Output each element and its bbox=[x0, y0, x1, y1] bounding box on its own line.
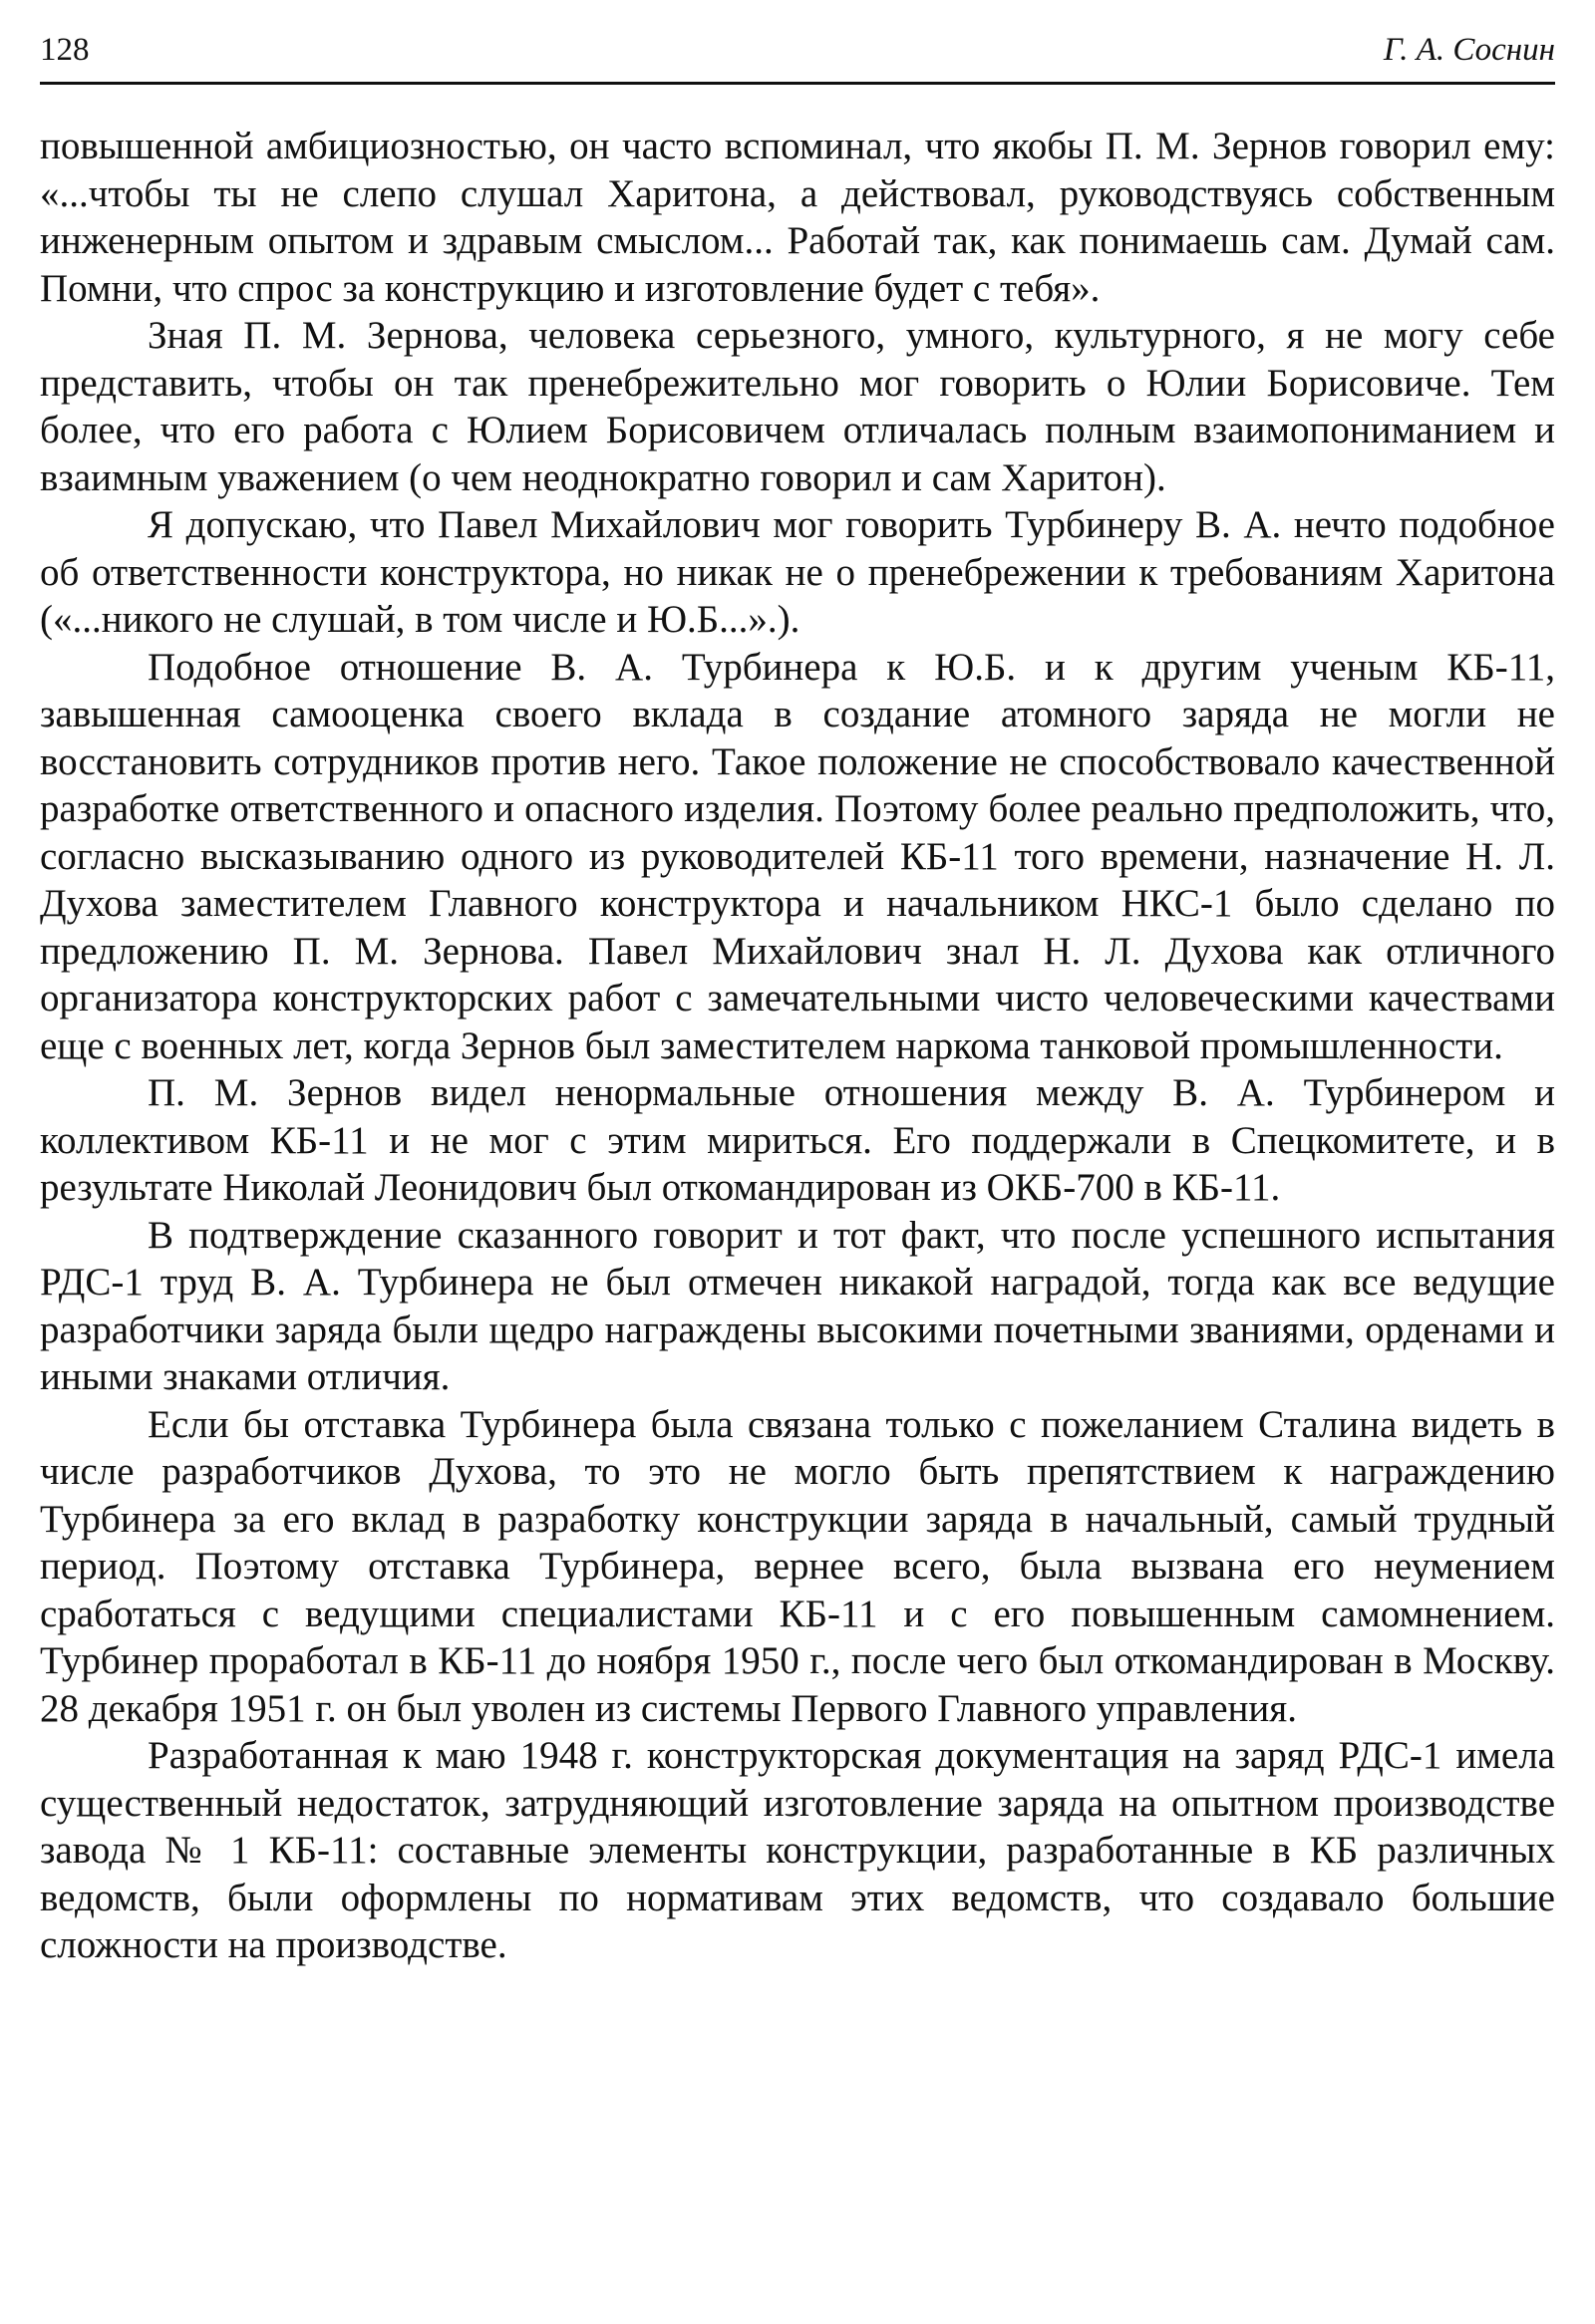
paragraph: Подобное отношение В. А. Турбинера к Ю.Б. и к другим ученым КБ-11, завышенная самооценка своего вклада в создание атомного заряда не могли не восстановить сотрудников против него. Такое положение не способствовало качественной разработке ответственного и опасного изделия. Поэтому более реально предположить, что, согласно высказыванию одного из руководителей КБ-11 того времени, назначение Н. Л. Духова заместителем Главного конструктора и начальником НКС-1 было сделано по предложению П. М. Зернова. Павел Михайлович знал Н. Л. Духова как отличного организатора конструкторских работ с замечательными чисто человеческими качествами еще с военных лет, когда Зернов был заместителем наркома танковой промышленности. bbox=[40, 645, 1555, 1067]
header-rule bbox=[40, 82, 1555, 85]
body-text bbox=[40, 123, 1555, 1969]
paragraph: Разработанная к маю 1948 г. конструкторская документация на заряд РДС-1 имела существенный недостаток, затрудняющий изготовление заряда на опытном производстве завода № 1 КБ-11: составные элементы конструкции, разработанные в КБ различных ведомств, были оформлены по нормативам этих ведомств, что создавало большие сложности на производстве. bbox=[40, 1734, 1555, 1966]
paragraph: П. М. Зернов видел ненормальные отношения между В. А. Турбинером и коллективом КБ-11 и не мог с этим мириться. Его поддержали в Спецкомитете, и в результате Николай Леонидович был откомандирован из ОКБ-700 в КБ-11. bbox=[40, 1071, 1555, 1209]
book-page bbox=[40, 30, 1555, 1969]
paragraph: Я допускаю, что Павел Михайлович мог говорить Турбинеру В. А. нечто подобное об ответственности конструктора, но никак не о пренебрежении к требованиям Харитона («...никого не слушай, в том числе и Ю.Б...».). bbox=[40, 503, 1555, 641]
paragraph: Зная П. М. Зернова, человека серьезного, умного, культурного, я не могу себе представить, чтобы он так пренебрежительно мог говорить о Юлии Борисовиче. Тем более, что его работа с Юлием Борисовичем отличалась полным взаимопониманием и взаимным уважением (о чем неоднократно говорил и сам Харитон). bbox=[40, 314, 1555, 499]
running-head-author: Г. А. Соснин bbox=[1383, 32, 1555, 68]
page-number: 128 bbox=[40, 32, 90, 68]
running-head bbox=[40, 30, 1555, 72]
paragraph: Если бы отставка Турбинера была связана только с пожеланием Сталина видеть в числе разработчиков Духова, то это не могло быть препятствием к награждению Турбинера за его вклад в разработку конструкции заряда в начальный, самый трудный период. Поэтому отставка Турбинера, вернее всего, была вызвана его неумением сработаться с ведущими специалистами КБ-11 и с его повышенным самомнением. Турбинер проработал в КБ-11 до ноября 1950 г., после чего был откомандирован в Москву. 28 декабря 1951 г. он был уволен из системы Первого Главного управления. bbox=[40, 1402, 1555, 1730]
paragraph: В подтверждение сказанного говорит и тот факт, что после успешного испытания РДС-1 труд В. А. Турбинера не был отмечен никакой наградой, тогда как все ведущие разработчики заряда были щедро награждены высокими почетными званиями, орденами и иными знаками отличия. bbox=[40, 1213, 1555, 1398]
paragraph-continued: повышенной амбициозностью, он часто вспоминал, что якобы П. М. Зернов говорил ему: «...чтобы ты не слепо слушал Харитона, а действовал, руководствуясь собственным инженерным опытом и здравым смыслом... Работай так, как понимаешь сам. Думай сам. Помни, что спрос за конструкцию и изготовление будет с тебя». bbox=[40, 125, 1555, 310]
